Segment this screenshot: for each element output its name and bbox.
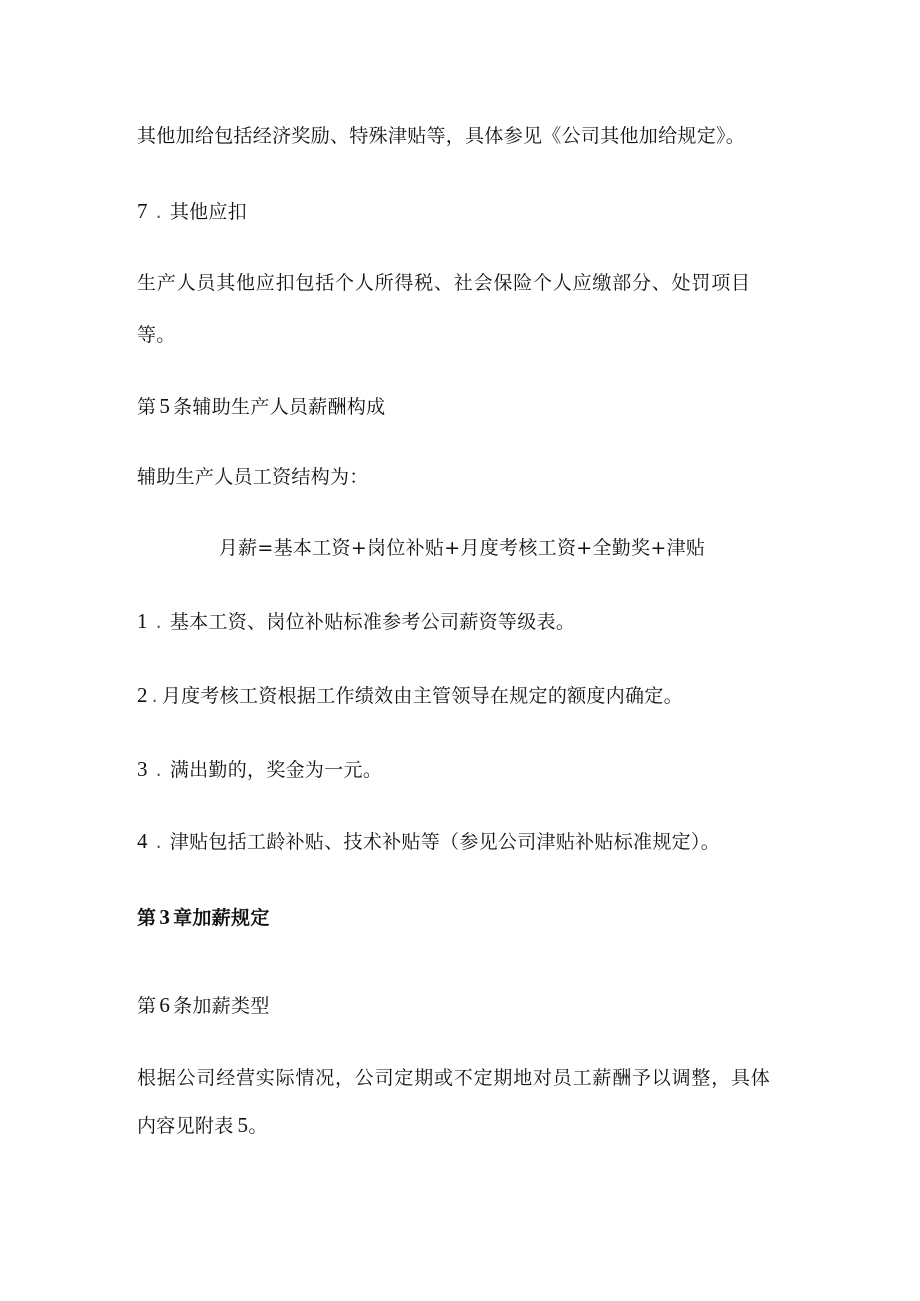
list-item-marker: . (155, 831, 162, 853)
paragraph-raise-line-2 (137, 1113, 268, 1138)
list-item-1 (137, 609, 575, 634)
article-prefix: 第 (137, 396, 157, 418)
list-item-text: 满出勤的，奖金为一元。 (169, 759, 383, 781)
paragraph-deductions-line-1: 生产人员其他应扣包括个人所得税、社会保险个人应缴部分、处罚项目 (137, 272, 751, 294)
chapter-3-heading (137, 905, 270, 930)
list-item-marker: . (151, 685, 158, 707)
list-item-2 (137, 683, 683, 708)
chapter-title: 章加薪规定 (173, 907, 270, 929)
list-item-number: 2 (137, 683, 148, 707)
appendix-number: 5 (237, 1113, 249, 1137)
paragraph-deductions-line-2: 等。 (137, 324, 176, 346)
list-item-text: 津贴包括工龄补贴、技术补贴等（参见公司津贴补贴标准规定）。 (169, 831, 721, 853)
list-item-marker: . (155, 759, 162, 781)
article-title: 条辅助生产人员薪酬构成 (173, 396, 386, 418)
paragraph-other-pay: 其他加给包括经济奖励、特殊津贴等，具体参见《公司其他加给规定》。 (137, 125, 746, 147)
paragraph-raise-line-1: 根据公司经营实际情况，公司定期或不定期地对员工薪酬予以调整，具体 (137, 1067, 771, 1089)
list-item-number: 1 (137, 609, 148, 633)
chapter-prefix: 第 (137, 907, 157, 929)
article-5-heading (137, 394, 385, 419)
article-number: 6 (159, 993, 171, 1017)
list-item-marker: . (155, 611, 162, 633)
article-number: 5 (159, 394, 171, 418)
paragraph-raise-text: 内容见附表 (137, 1115, 234, 1137)
list-item-3 (137, 757, 382, 782)
salary-formula: 月薪=基本工资+岗位补贴+月度考核工资+全勤奖+津贴 (218, 537, 706, 559)
list-item-text: 月度考核工资根据工作绩效由主管领导在规定的额度内确定。 (161, 685, 683, 707)
list-item-text: 基本工资、岗位补贴标准参考公司薪资等级表。 (169, 611, 576, 633)
article-title: 条加薪类型 (173, 995, 270, 1017)
item-7-heading (137, 199, 247, 224)
paragraph-raise-end: 。 (248, 1115, 268, 1137)
item-number: 7 (137, 199, 148, 223)
list-item-4 (137, 829, 720, 854)
item-marker: . (155, 201, 162, 223)
list-item-number: 3 (137, 757, 148, 781)
chapter-number: 3 (159, 905, 171, 929)
item-title: 其他应扣 (169, 201, 248, 223)
article-prefix: 第 (137, 995, 157, 1017)
list-item-number: 4 (137, 829, 148, 853)
paragraph-structure-intro: 辅助生产人员工资结构为： (137, 466, 369, 488)
article-6-heading (137, 993, 270, 1018)
